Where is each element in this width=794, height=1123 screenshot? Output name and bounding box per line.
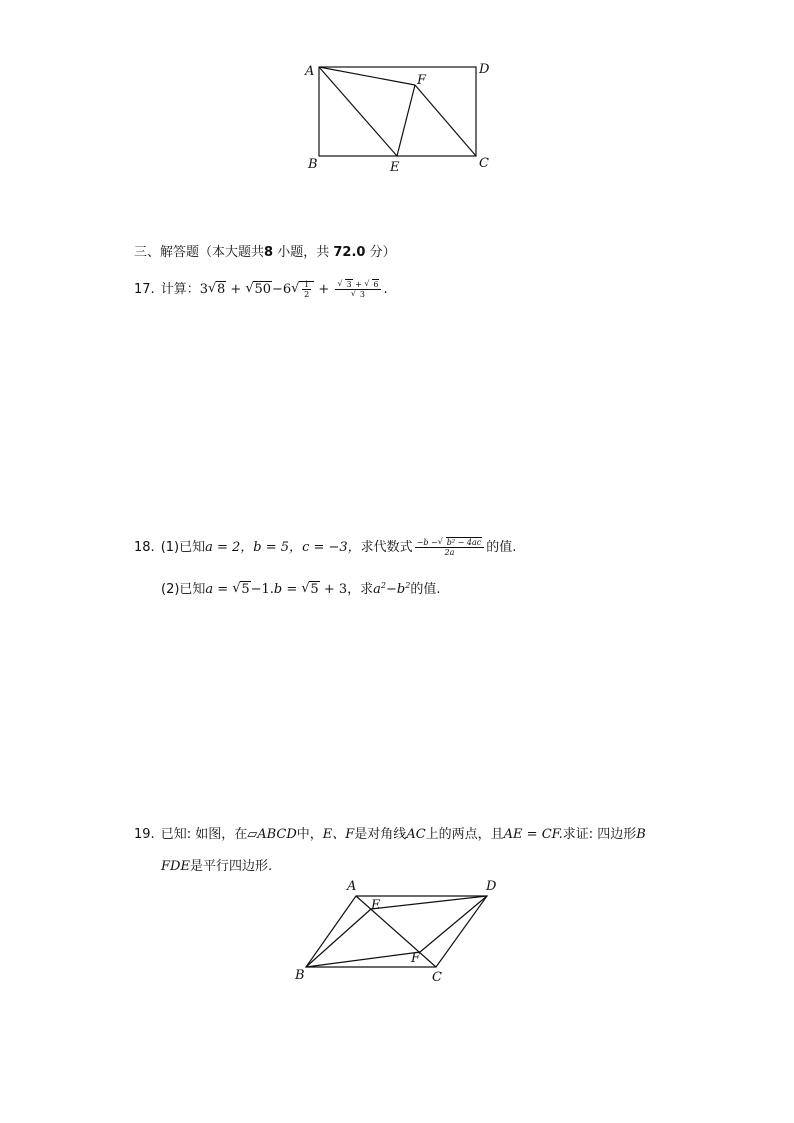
q19-line2-rest: 是平行四边形. — [189, 859, 273, 874]
q18-p2-a-rest: −1. — [250, 582, 274, 597]
label-e2: E — [371, 898, 381, 913]
question-17 — [134, 280, 388, 300]
q18-p1-b: b = 5， — [253, 540, 303, 555]
question-19-line-1 — [134, 825, 646, 845]
q19-line1-a: 已知: 如图，在 — [160, 827, 248, 842]
q17-sqrt-50: √ 50 — [245, 280, 272, 300]
q17-plus-1: + — [230, 282, 242, 297]
section-count: 8 — [264, 245, 274, 260]
q19-fde: FDE — [161, 859, 190, 874]
question-19-line-2 — [161, 857, 272, 877]
q18-p1-mid: 求代数式 — [360, 540, 413, 555]
q17-minus-6: −6 — [272, 282, 292, 297]
segment-ed — [371, 896, 487, 909]
q18-p2-b-rest: + 3， — [323, 582, 361, 597]
label-f: F — [417, 73, 427, 88]
label-b2: B — [295, 968, 305, 983]
label-a2: A — [347, 879, 357, 894]
label-a: A — [305, 64, 315, 79]
figure-parallelogram-abcd — [288, 873, 508, 988]
q18-p1-a: a = 2， — [205, 540, 254, 555]
section-middle: 小题，共 — [277, 245, 330, 260]
q18-p2-mid: 求 — [360, 582, 374, 597]
q18-p1-end: 的值. — [486, 540, 517, 555]
q19-line1-d: 上的两点，且 — [425, 827, 504, 842]
q18-p2-a-sqrt: √ 5 — [232, 580, 250, 600]
q19-ef: E、F — [322, 827, 355, 842]
rectangle-abcd — [319, 67, 476, 156]
segment-be — [306, 909, 371, 967]
q18-p2-a-lhs: a = — [205, 582, 229, 597]
q17-plus-2: + — [318, 282, 330, 297]
label-f2: F — [411, 951, 421, 966]
q18-p1-c: c = −3， — [302, 540, 361, 555]
section-prefix: 三、解答题（本大题共 — [134, 245, 265, 260]
q19-line1-b: 中， — [296, 827, 323, 842]
question-17-number: 17. — [134, 282, 155, 297]
segment-ae — [319, 67, 397, 156]
question-19-number: 19. — [134, 827, 155, 842]
q18-p1-lead: (1)已知 — [160, 540, 206, 555]
q18-p2-end: 的值. — [410, 582, 441, 597]
question-17-lead: 计算： — [160, 282, 200, 297]
label-d2: D — [486, 879, 497, 894]
q17-sqrt-8: √ 8 — [208, 280, 226, 300]
q18-p2-b-sqrt: √ 5 — [301, 580, 319, 600]
q19-line1-e: 求证: 四边形 — [562, 827, 637, 842]
label-c2: C — [432, 970, 442, 985]
question-18-part-1 — [134, 538, 516, 558]
q19-parallelogram: ▱ABCD — [247, 827, 297, 842]
label-c: C — [479, 156, 489, 171]
q19-b: B — [636, 827, 646, 842]
segment-ef — [397, 85, 415, 156]
section-score: 72.0 — [333, 245, 366, 260]
q18-p2-b-lhs: b = — [273, 582, 298, 597]
label-b: B — [308, 157, 318, 172]
question-18-part-2 — [161, 576, 440, 600]
q18-p2-expr: $a^2-b^2$ — [373, 581, 411, 597]
q18-p1-fraction: $\frac{\text{−b −√ b² − 4ac}}{2a}$ — [415, 538, 485, 557]
q19-line1-c: 是对角线 — [354, 827, 407, 842]
segment-bf — [306, 952, 420, 967]
segment-fc — [415, 85, 476, 156]
section-suffix: 分） — [369, 245, 396, 260]
q19-ac: AC — [406, 827, 426, 842]
q17-end: . — [383, 282, 388, 297]
q19-eq: AE = CF. — [503, 827, 563, 842]
label-d: D — [479, 62, 490, 77]
question-18-number: 18. — [134, 540, 155, 555]
label-e: E — [390, 160, 400, 175]
segment-af — [319, 67, 415, 85]
q18-p2-lead: (2)已知 — [161, 582, 206, 597]
q17-coef-1: 3 — [199, 282, 208, 297]
q17-fraction: √ 3 + √ 6 √ 3 — [335, 280, 381, 299]
figure-rectangle-abcd — [298, 56, 498, 178]
q17-sqrt-half: √ $\frac{1}{2}$ — [291, 280, 314, 300]
section-heading — [134, 243, 396, 263]
